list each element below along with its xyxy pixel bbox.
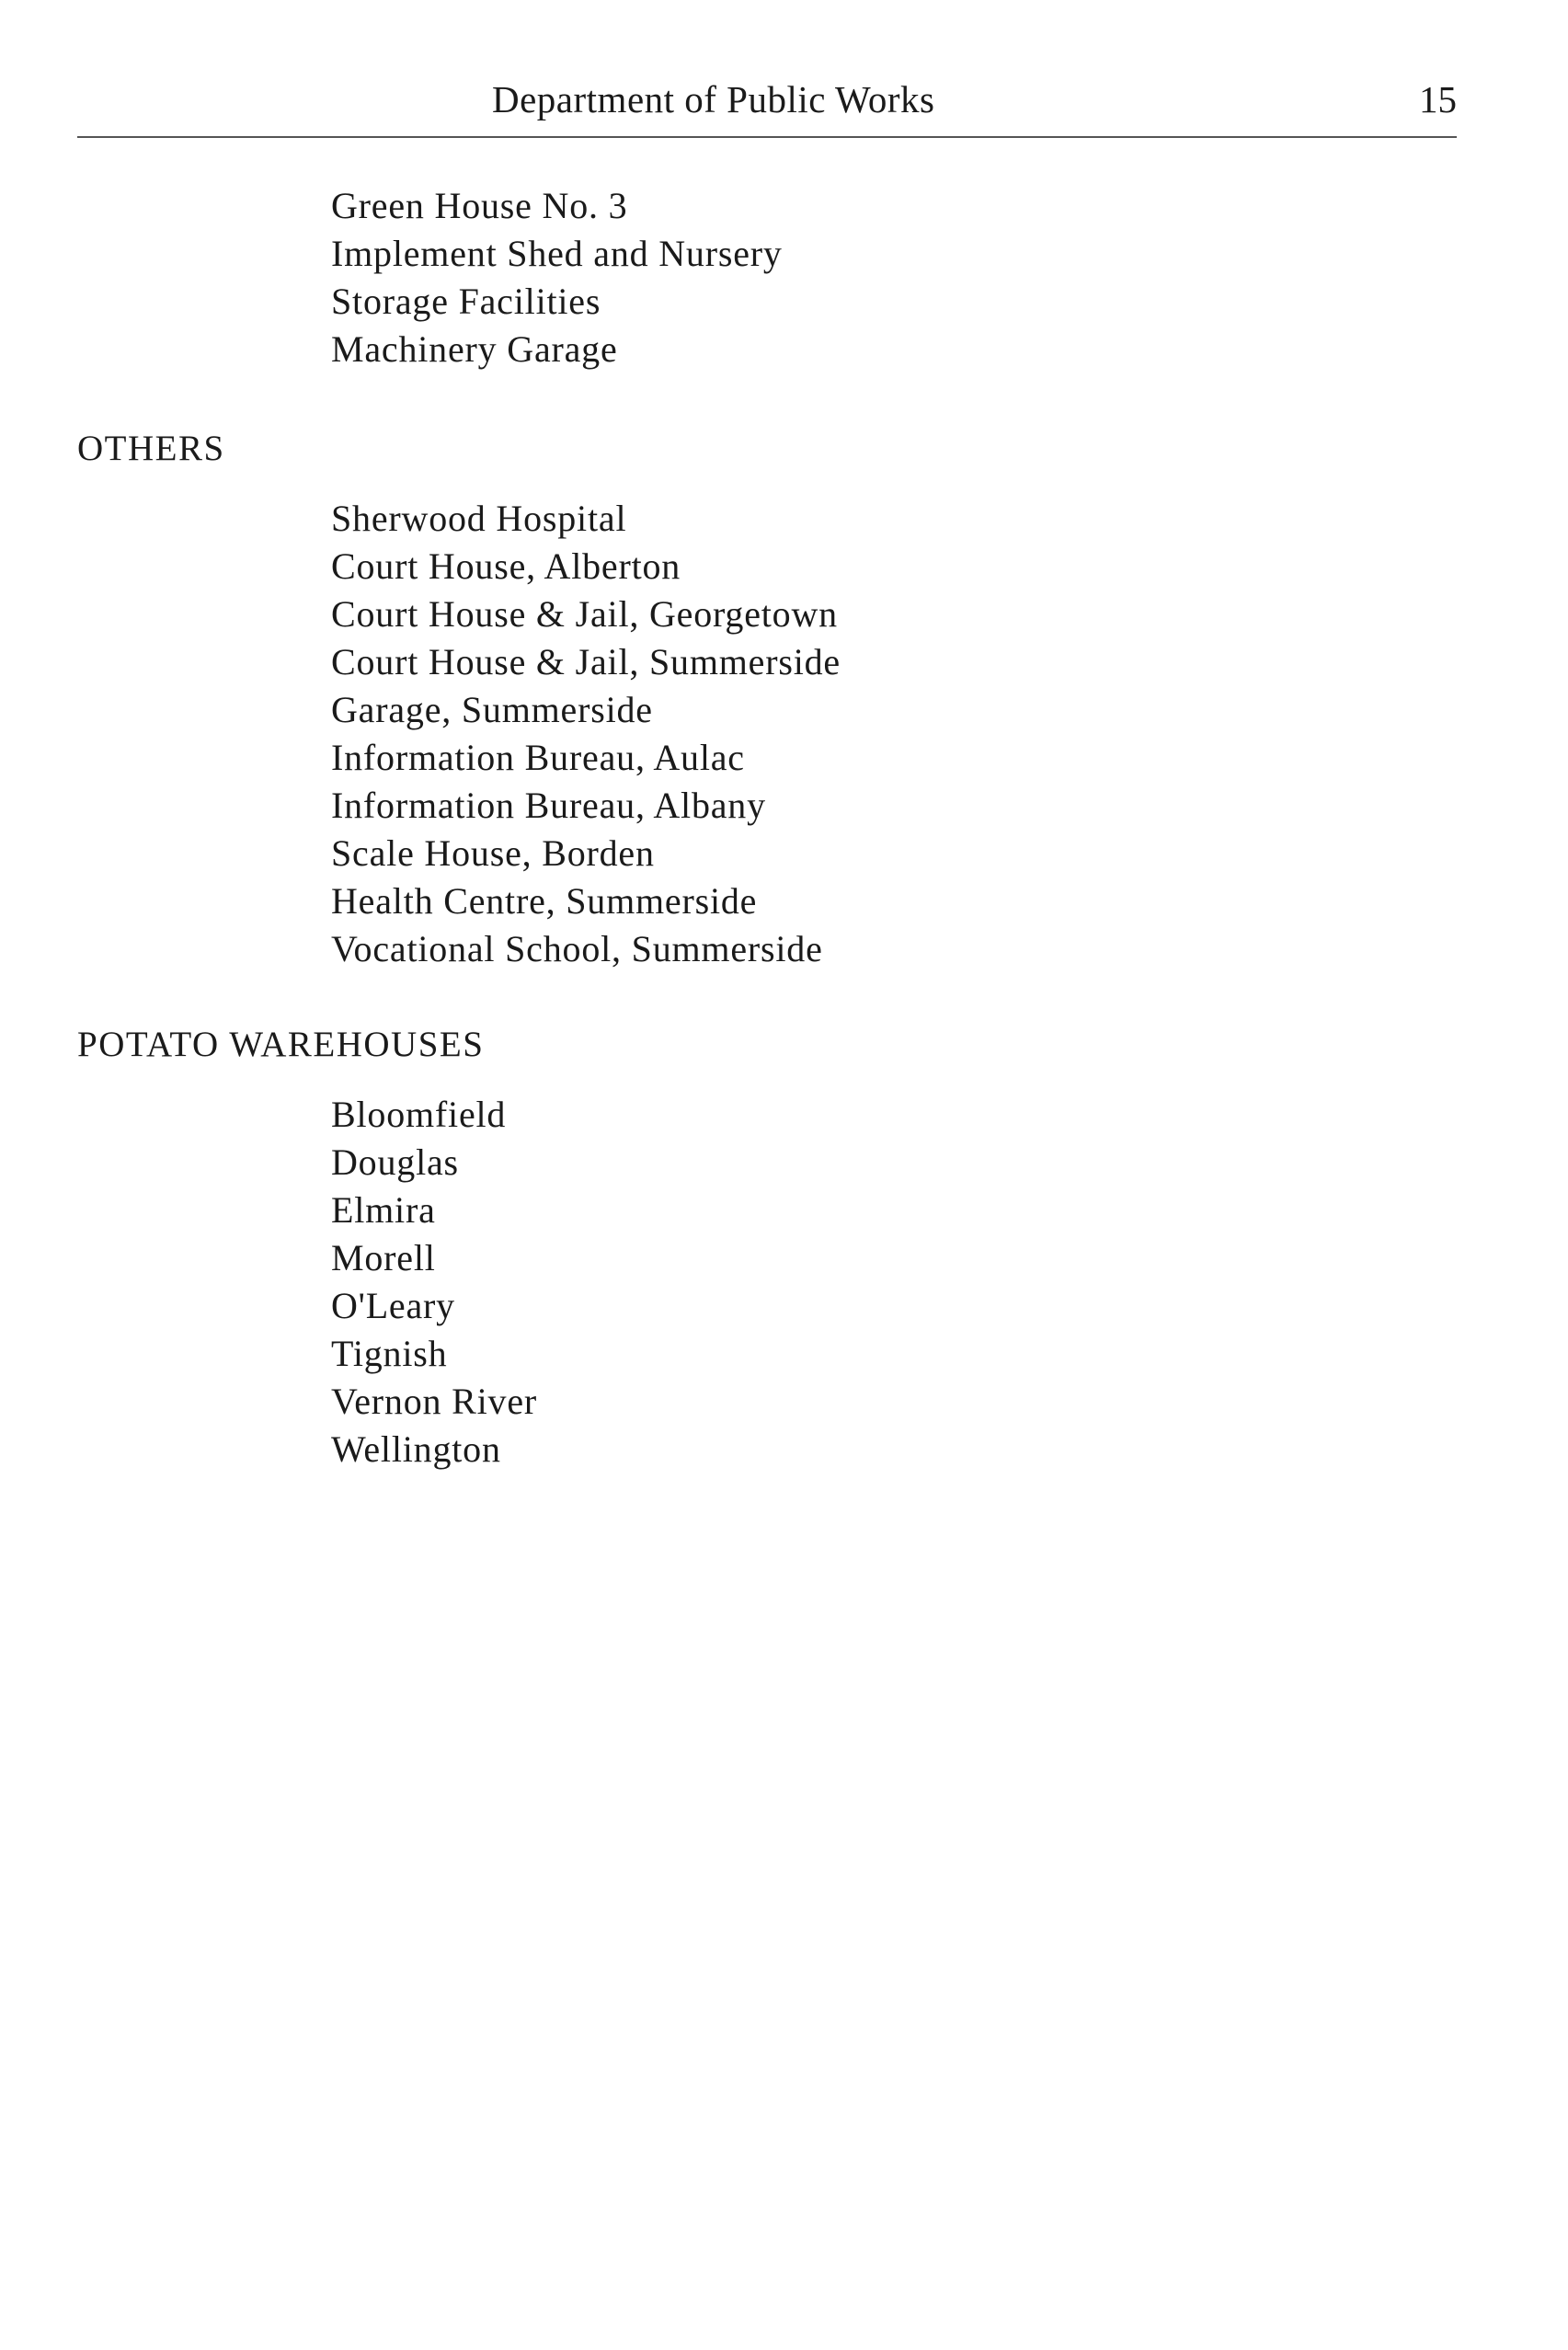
list-item: Douglas <box>331 1141 459 1183</box>
list-item: Elmira <box>331 1189 436 1231</box>
potato-warehouse-list <box>331 1091 537 1473</box>
others-building-list <box>331 495 841 973</box>
list-item: Court House & Jail, Georgetown <box>331 593 838 635</box>
list-item: Garage, Summerside <box>331 689 653 730</box>
continued-building-list <box>331 182 783 373</box>
running-header <box>77 72 1457 127</box>
list-item: O'Leary <box>331 1285 455 1326</box>
list-item: Court House & Jail, Summerside <box>331 641 841 682</box>
running-title: Department of Public Works <box>492 78 935 120</box>
list-item: Storage Facilities <box>331 281 601 322</box>
list-item: Court House, Alberton <box>331 545 681 587</box>
list-item: Machinery Garage <box>331 328 618 370</box>
list-item: Morell <box>331 1237 436 1278</box>
section-heading-potato-warehouses: POTATO WAREHOUSES <box>77 1025 485 1064</box>
list-item: Green House No. 3 <box>331 185 628 226</box>
list-item: Tignish <box>331 1333 448 1374</box>
list-item: Information Bureau, Albany <box>331 785 766 826</box>
section-heading-others: OTHERS <box>77 429 225 468</box>
header-rule <box>77 136 1457 138</box>
list-item: Wellington <box>331 1428 501 1470</box>
page-number: 15 <box>1419 78 1457 120</box>
list-item: Sherwood Hospital <box>331 498 627 539</box>
list-item: Scale House, Borden <box>331 832 655 874</box>
list-item: Vocational School, Summerside <box>331 928 823 969</box>
list-item: Implement Shed and Nursery <box>331 233 783 274</box>
list-item: Information Bureau, Aulac <box>331 737 745 778</box>
list-item: Health Centre, Summerside <box>331 880 758 922</box>
list-item: Bloomfield <box>331 1094 507 1135</box>
list-item: Vernon River <box>331 1381 537 1422</box>
